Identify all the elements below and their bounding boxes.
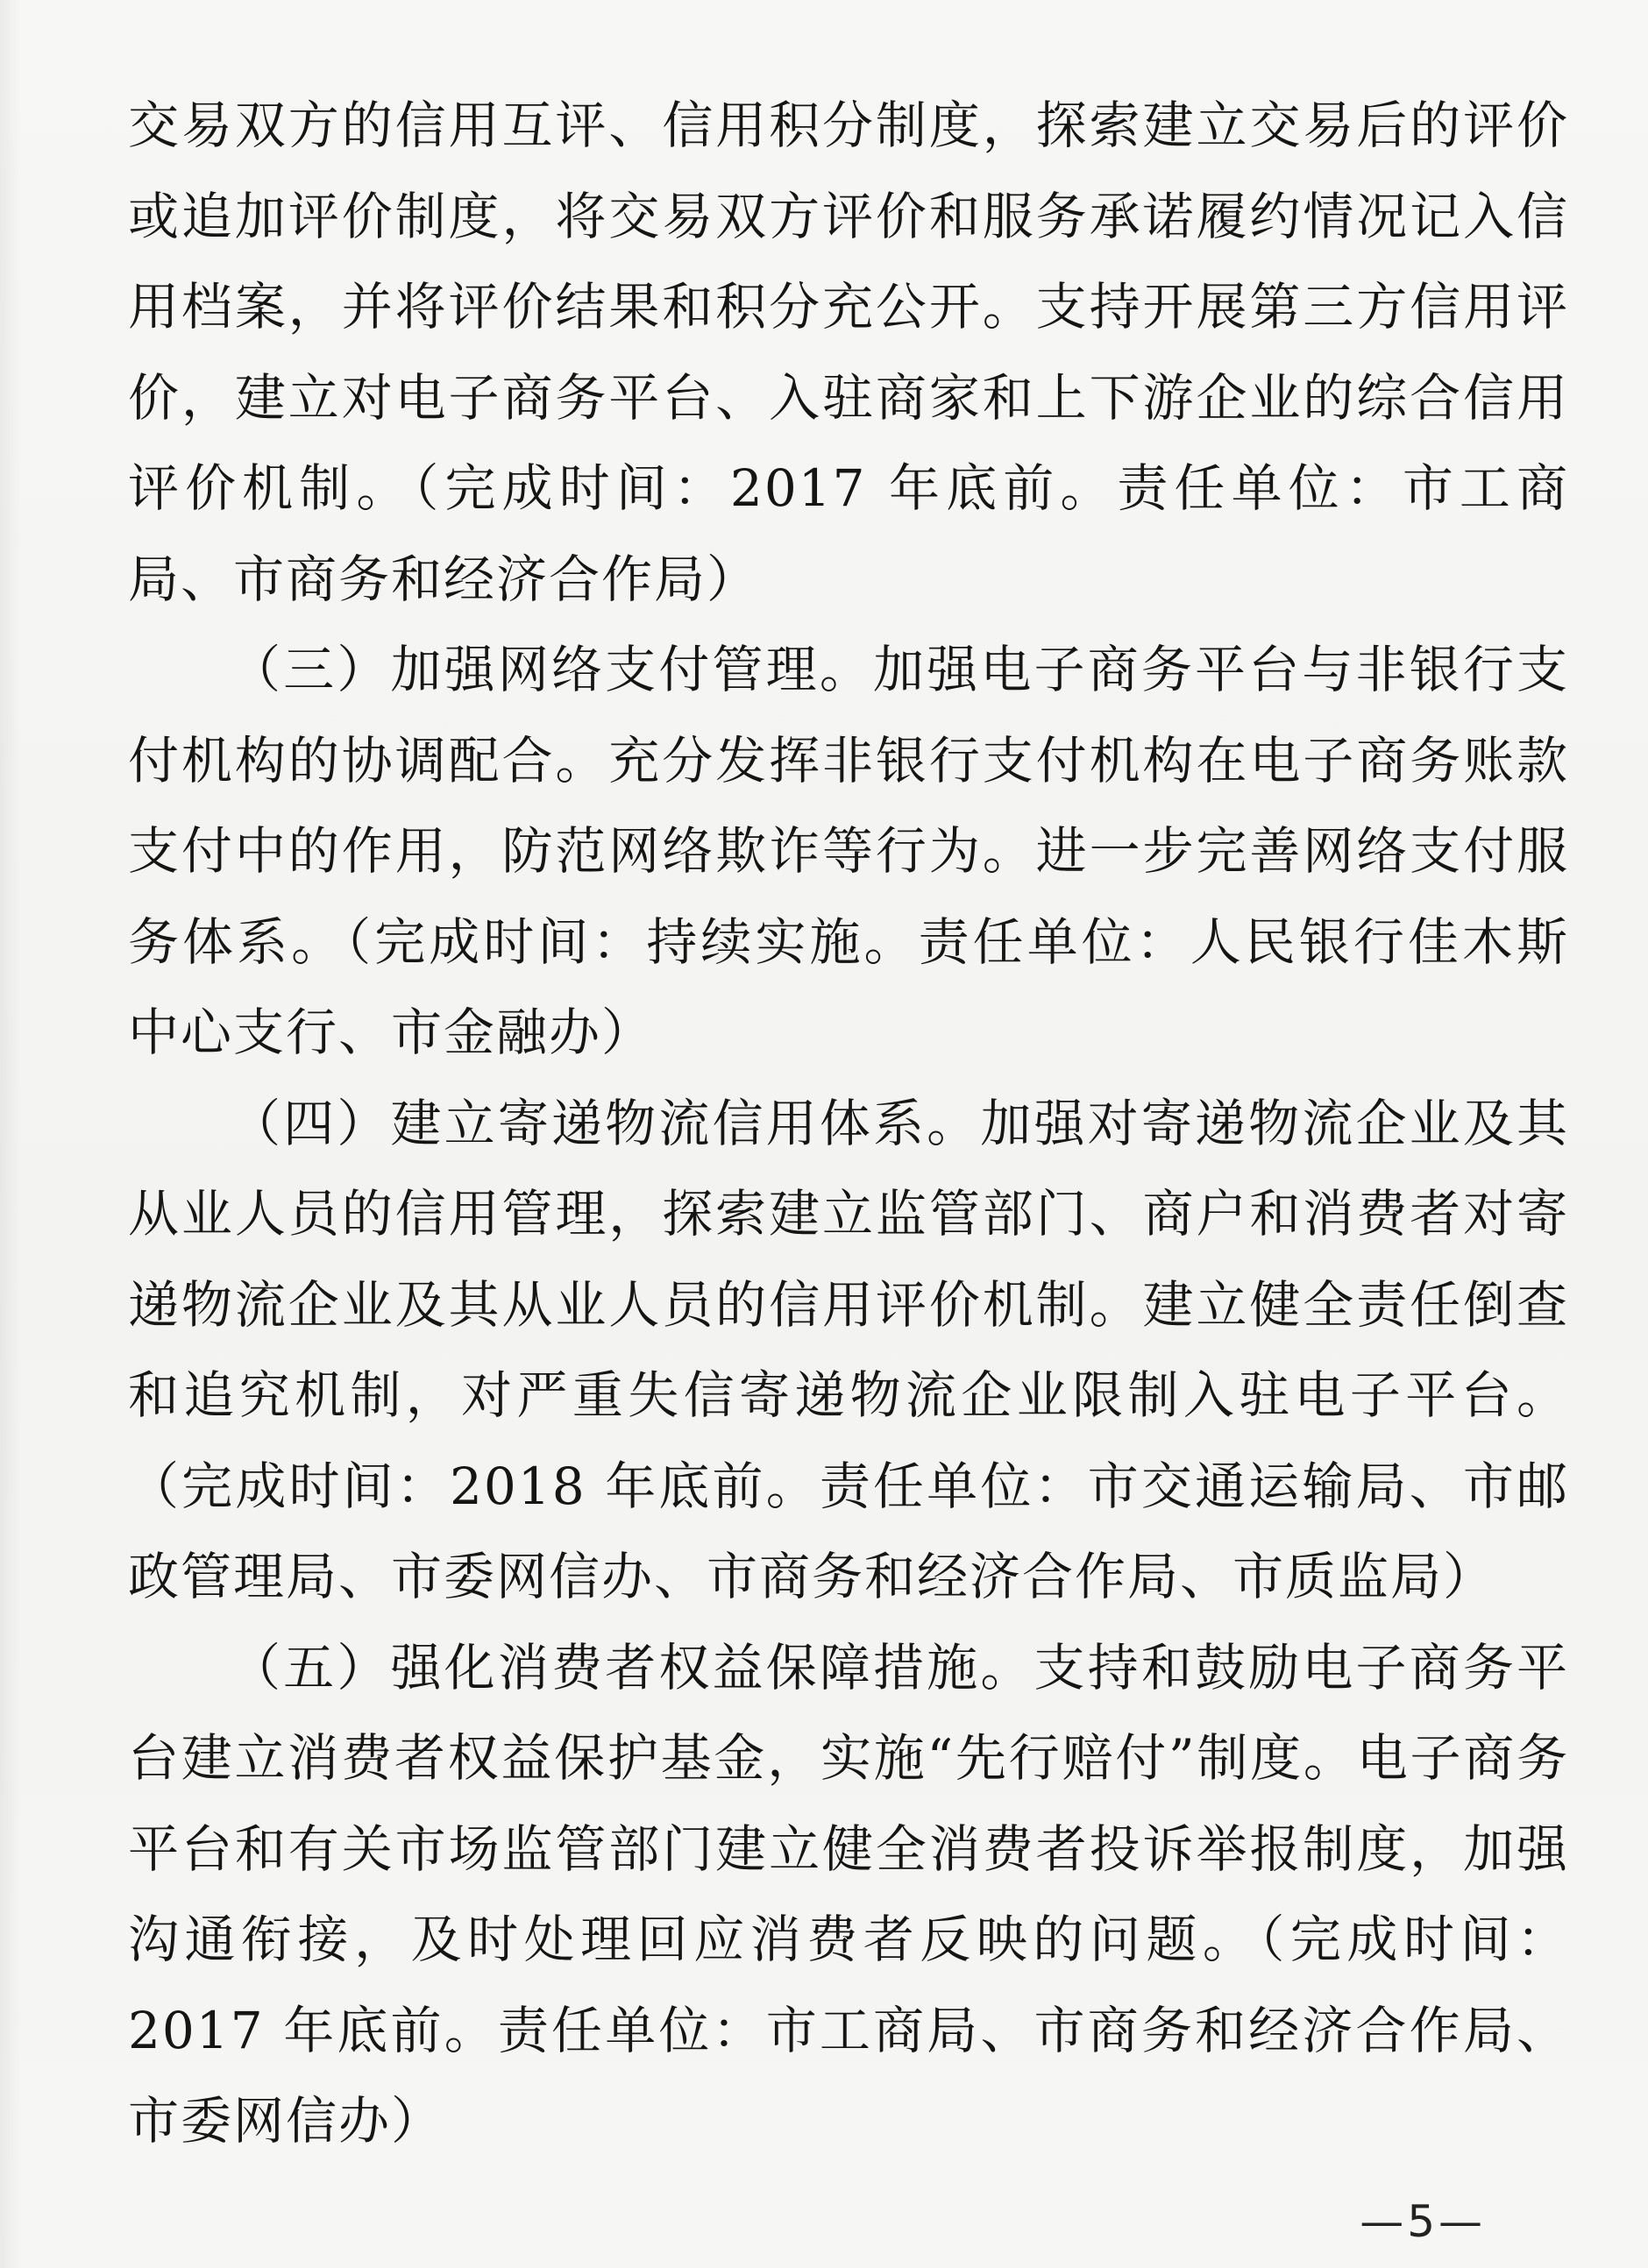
page-edge-shadow [0,0,21,2268]
paragraph-consumer-protection: （五）强化消费者权益保障措施。支持和鼓励电子商务平台建立消费者权益保护基金，实施“先行赔付”制度。电子商务平台和有关市场监管部门建立健全消费者投诉举报制度，加强沟通衔接，及时处理回应消费者反映的问题。（完成时间：2017 年底前。责任单位：市工商局、市商务和经济合作局、市委网信办） [128,1637,1569,2151]
paragraph-logistics-credit: （四）建立寄递物流信用体系。加强对寄递物流企业及其从业人员的信用管理，探索建立监管部门、商户和消费者对寄递物流企业及其从业人员的信用评价机制。建立健全责任倒查和追究机制，对严重失信寄递物流企业限制入驻电子平台。（完成时间：2018 年底前。责任单位：市交通运输局、市邮政管理局、市委网信办、市商务和经济合作局、市质监局） [128,1093,1569,1606]
paragraph-credit-evaluation: 交易双方的信用互评、信用积分制度，探索建立交易后的评价或追加评价制度，将交易双方评价和服务承诺履约情况记入信用档案，并将评价结果和积分充公开。支持开展第三方信用评价，建立对电子商务平台、入驻商家和上下游企业的综合信用评价机制。（完成时间：2017 年底前。责任单位：市工商局、市商务和经济合作局） [128,96,1569,609]
page-number: —5— [1360,2196,1486,2247]
paragraph-network-payment: （三）加强网络支付管理。加强电子商务平台与非银行支付机构的协调配合。充分发挥非银行支付机构在电子商务账款支付中的作用，防范网络欺诈等行为。进一步完善网络支付服务体系。（完成时间：持续实施。责任单位：人民银行佳木斯中心支行、市金融办） [128,640,1569,1062]
